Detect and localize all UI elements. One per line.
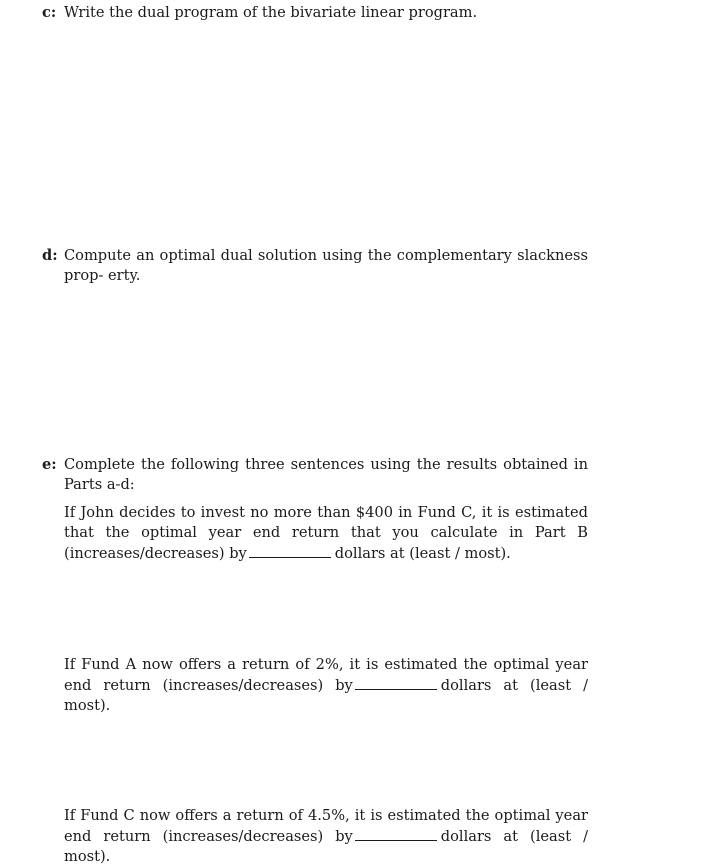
question-d-text: Compute an optimal dual solution using the complementary slackness prop- erty. — [64, 247, 588, 284]
answer-blank-2 — [355, 675, 437, 690]
sentence-3-after: dollars at (least / most). — [64, 828, 588, 865]
question-d-label: d: — [42, 247, 58, 264]
sentence-2-before: If Fund A now offers a return of 2%, it is estimated the optimal year end return (increases/decreases) by — [64, 656, 588, 694]
answer-blank-3 — [355, 826, 437, 841]
question-d — [42, 246, 588, 286]
sentence-2 — [64, 655, 588, 716]
sentence-2-after: dollars at (least / most). — [64, 677, 588, 714]
question-e-text: Complete the following three sentences using the results obtained in Parts a-d: — [64, 456, 588, 493]
question-e — [42, 455, 588, 495]
question-c-text: Write the dual program of the bivariate linear program. — [64, 4, 478, 21]
sentence-3-before: If Fund C now offers a return of 4.5%, it is estimated the optimal year end return (increases/decreases) by — [64, 807, 588, 845]
sentence-1-after: dollars at (least / most). — [334, 545, 511, 562]
answer-blank-1 — [249, 543, 331, 558]
question-e-label: e: — [42, 456, 57, 473]
question-c-label: c: — [42, 4, 57, 21]
sentence-1 — [64, 503, 588, 564]
sentence-1-before: If John decides to invest no more than $400 in Fund C, it is estimated that the optimal year end return that you calculate in Part B (increases/decreases) by — [64, 504, 588, 562]
sentence-3 — [64, 806, 588, 867]
question-c — [42, 3, 588, 23]
